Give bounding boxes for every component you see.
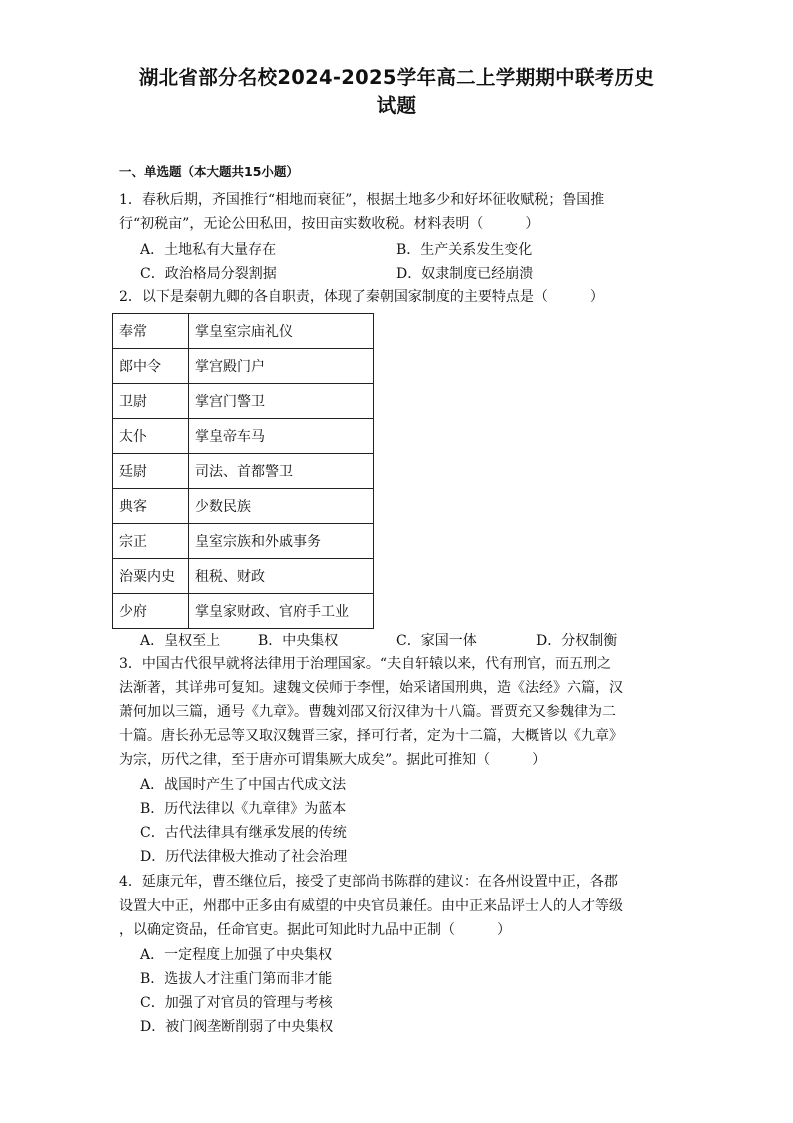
question-1-stem bbox=[119, 188, 667, 236]
question-4-option-a: A．一定程度上加强了中央集权 bbox=[140, 947, 333, 963]
official-duty-cell: 租税、财政 bbox=[189, 559, 374, 594]
question-2-option-a: A．皇权至上 bbox=[140, 633, 221, 649]
question-4-line: 4．延康元年，曹丕继位后，接受了吏部尚书陈群的建议：在各州设置中正，各郡 bbox=[119, 874, 618, 890]
question-1-line: 行“初税亩”，无论公田私田，按田亩实数收税。材料表明（ ） bbox=[119, 216, 540, 232]
official-title-cell: 郎中令 bbox=[113, 349, 189, 384]
table-row bbox=[113, 524, 374, 559]
question-1-option-a: A．土地私有大量存在 bbox=[140, 242, 277, 258]
official-title-cell: 治粟内史 bbox=[113, 559, 189, 594]
question-3-option-d: D．历代法律极大推动了社会治理 bbox=[140, 849, 348, 865]
question-4-option-c: C．加强了对官员的管理与考核 bbox=[140, 995, 333, 1011]
question-3-line: 3．中国古代很早就将法律用于治理国家。“夫自轩辕以来，代有刑官，而五刑之 bbox=[119, 656, 612, 672]
question-1-line: 1．春秋后期，齐国推行“相地而衰征”，根据土地多少和好坏征收赋税；鲁国推 bbox=[119, 192, 605, 208]
question-3-option-b: B．历代法律以《九章律》为蓝本 bbox=[140, 801, 347, 817]
question-3-option-a: A．战国时产生了中国古代成文法 bbox=[140, 777, 347, 793]
question-3-stem bbox=[119, 652, 667, 772]
official-title-cell: 廷尉 bbox=[113, 454, 189, 489]
official-title-cell: 少府 bbox=[113, 594, 189, 629]
official-duty-cell: 司法、首都警卫 bbox=[189, 454, 374, 489]
table-row bbox=[113, 594, 374, 629]
question-2-stem: 2．以下是秦朝九卿的各自职责，体现了秦朝国家制度的主要特点是（ ） bbox=[119, 289, 604, 305]
table-row bbox=[113, 489, 374, 524]
question-3-line: 十篇。唐长孙无忌等又取汉魏晋三家，择可行者，定为十二篇，大概皆以《九章》 bbox=[119, 728, 623, 744]
official-duty-cell: 掌皇家财政、官府手工业 bbox=[189, 594, 374, 629]
table-row bbox=[113, 559, 374, 594]
question-3-line: 法渐著，其详弗可复知。逮魏文侯师于李悝，始采诸国刑典，造《法经》六篇，汉 bbox=[119, 680, 623, 696]
title-line-1: 湖北省部分名校2024-2025学年高二上学期期中联考历史 bbox=[138, 66, 655, 89]
table-row bbox=[113, 384, 374, 419]
official-duty-cell: 皇室宗族和外戚事务 bbox=[189, 524, 374, 559]
page-title bbox=[120, 64, 673, 120]
question-1-option-c: C．政治格局分裂割据 bbox=[140, 266, 277, 282]
official-duty-cell: 少数民族 bbox=[189, 489, 374, 524]
nine-ministers-table bbox=[112, 313, 374, 629]
official-duty-cell: 掌皇帝车马 bbox=[189, 419, 374, 454]
question-1-option-d: D．奴隶制度已经崩溃 bbox=[396, 266, 534, 282]
official-title-cell: 卫尉 bbox=[113, 384, 189, 419]
official-title-cell: 太仆 bbox=[113, 419, 189, 454]
official-duty-cell: 掌皇室宗庙礼仪 bbox=[189, 314, 374, 349]
question-2-option-c: C．家国一体 bbox=[396, 633, 477, 649]
table-row bbox=[113, 454, 374, 489]
question-4-option-b: B．选拔人才注重门第而非才能 bbox=[140, 971, 333, 987]
table-row bbox=[113, 349, 374, 384]
question-2-option-d: D．分权制衡 bbox=[536, 633, 618, 649]
official-title-cell: 宗正 bbox=[113, 524, 189, 559]
question-3-line: 为宗，历代之律，至于唐亦可谓集厥大成矣”。据此可推知（ ） bbox=[119, 752, 547, 768]
question-3-line: 萧何加以三篇，通号《九章》。曹魏刘邵又衍汉律为十八篇。晋贾充又参魏律为二 bbox=[119, 704, 616, 720]
official-duty-cell: 掌宫殿门户 bbox=[189, 349, 374, 384]
official-title-cell: 典客 bbox=[113, 489, 189, 524]
question-4-option-d: D．被门阀垄断削弱了中央集权 bbox=[140, 1019, 334, 1035]
question-2-option-b: B．中央集权 bbox=[258, 633, 339, 649]
question-1-option-b: B．生产关系发生变化 bbox=[396, 242, 533, 258]
official-duty-cell: 掌宫门警卫 bbox=[189, 384, 374, 419]
question-4-stem bbox=[119, 870, 667, 942]
question-3-option-c: C．古代法律具有继承发展的传统 bbox=[140, 825, 347, 841]
section-heading: 一、单选题（本大题共15小题） bbox=[119, 164, 299, 179]
table-row bbox=[113, 419, 374, 454]
title-line-2: 试题 bbox=[376, 94, 417, 117]
official-title-cell: 奉常 bbox=[113, 314, 189, 349]
table-row bbox=[113, 314, 374, 349]
question-4-line: ，以确定资品，任命官吏。据此可知此时九品中正制（ ） bbox=[119, 922, 511, 938]
question-4-line: 设置大中正，州郡中正多由有威望的中央官员兼任。由中正来品评士人的人才等级 bbox=[119, 898, 623, 914]
